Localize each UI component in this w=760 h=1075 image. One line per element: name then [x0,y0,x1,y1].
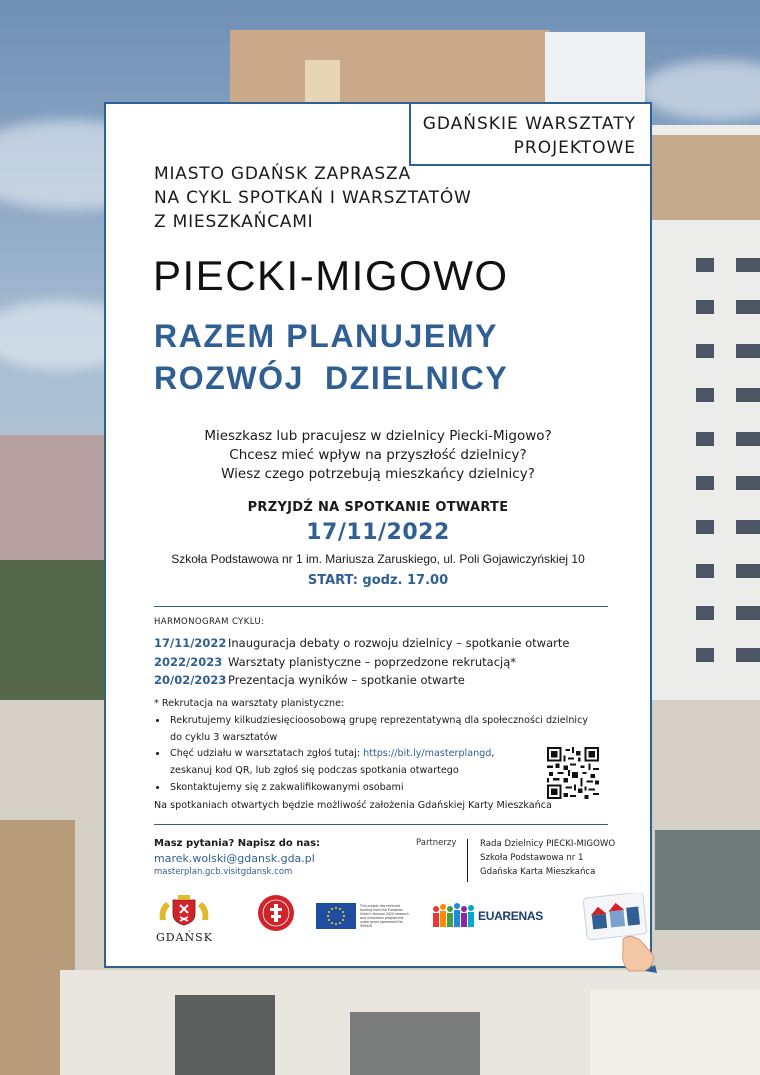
euarenas-logo-text: EUARENAS [478,909,543,923]
partners-divider [467,839,468,882]
partners-label: Partnerzy [416,838,457,848]
partners-list [480,837,615,879]
slogan [154,315,508,399]
note-1-line-b: do cyklu 3 warsztatów [170,731,278,743]
schedule-date: 17/11/2022 [154,636,227,650]
partner-item: Gdańska Karta Mieszkańca [480,867,596,877]
workshop-series-tag [409,102,652,166]
notes-intro: * Rekrutacja na warsztaty planistyczne: [154,698,345,709]
euarenas-logo [432,901,543,933]
resident-card-info: Na spotkaniach otwartych będzie możliwość założenia Gdańskiej Karty Mieszkańca [154,800,552,811]
resident-card-icon [583,893,657,973]
slogan-line-1: RAZEM PLANUJEMY [154,318,499,354]
schedule-row [154,653,569,672]
schedule-text: Warsztaty planistyczne – poprzedzone rekrutacją* [228,654,517,669]
note-3: Skontaktujemy się z zakwalifikowanymi osobami [170,781,404,793]
schedule-title: HARMONOGRAM CYKLU: [154,617,265,627]
schedule-date: 20/02/2023 [154,673,227,687]
poster-card [104,102,652,968]
people-group-icon [432,901,476,931]
questions-block [106,427,650,484]
slogan-line-2: ROZWÓJ DZIELNICY [154,360,509,396]
eu-funding-logo [316,903,412,931]
partner-item: Szkoła Podstawowa nr 1 [480,853,584,863]
invite-line-3: Z MIESZKAŃCAMI [154,212,314,232]
divider-bottom [154,824,608,825]
note-2-line-b: zeskanuj kod QR, lub zgłoś się podczas spotkania otwartego [170,765,459,777]
meeting-heading: PRZYJDŹ NA SPOTKANIE OTWARTE [247,500,509,515]
meeting-date: 17/11/2022 [306,520,450,545]
question-3: Wiesz czego potrzebują mieszkańcy dzielnicy? [221,466,535,482]
note-2-comma: , [491,748,495,760]
schedule-row [154,634,569,653]
note-item [168,780,588,797]
partner-item: Rada Dzielnicy PIECKI-MIGOWO [480,839,616,849]
question-2: Chcesz mieć wpływ na przyszłość dzielnicy? [229,447,527,463]
recruitment-notes [154,696,588,797]
notes-list [154,713,588,797]
tag-line-2: PROJEKTOWE [513,138,636,158]
question-1: Mieszkasz lub pracujesz w dzielnicy Piecki-Migowo? [204,428,552,444]
district-council-seal-icon [257,894,295,932]
note-item [168,746,588,780]
eu-flag-icon [316,903,356,929]
contact-heading: Masz pytania? Napisz do nas: [154,838,321,849]
gdansk-coat-of-arms-icon [156,894,212,926]
schedule-text: Prezentacja wyników – spotkanie otwarte [228,673,465,687]
note-item [168,713,588,747]
meeting-venue: Szkoła Podstawowa nr 1 im. Mariusza Zaruskiego, ul. Poli Gojawiczyńskiej 10 [171,552,585,566]
schedule-row [154,671,569,690]
registration-link[interactable]: https://bit.ly/masterplangd [363,748,492,760]
schedule-list [154,634,569,690]
qr-code-icon[interactable] [547,747,599,799]
invite-line-2: NA CYKL SPOTKAŃ I WARSZTATÓW [154,188,472,208]
gdansk-logo [156,894,213,944]
meeting-start-time: START: godz. 17.00 [307,573,449,588]
divider-top [154,606,608,607]
note-2-line-a: Chęć udziału w warsztatach zgłoś tutaj: [170,748,364,760]
tag-line-1: GDAŃSKIE WARSZTATY [422,114,636,134]
schedule-date: 2022/2023 [154,654,223,669]
schedule-text: Inauguracja debaty o rozwoju dzielnicy – spotkanie otwarte [228,636,570,650]
invitation-text [154,162,472,234]
note-1-line-a: Rekrutujemy kilkudziesięcioosobową grupę reprezentatywną dla społeczności dzielnicy [170,714,589,726]
eu-funding-text: This project has received funding from the European Union's Horizon 2020 research and innovation programme under grant agreement No 959420 [360,904,409,928]
district-title: PIECKI-MIGOWO [153,252,509,299]
website-link[interactable]: masterplan.gcb.visitgdansk.com [154,867,293,877]
gdansk-logo-text: GDAŃSK [156,931,213,944]
contact-email-link[interactable]: marek.wolski@gdansk.gda.pl [154,852,315,865]
invite-line-1: MIASTO GDAŃSK ZAPRASZA [154,164,411,184]
